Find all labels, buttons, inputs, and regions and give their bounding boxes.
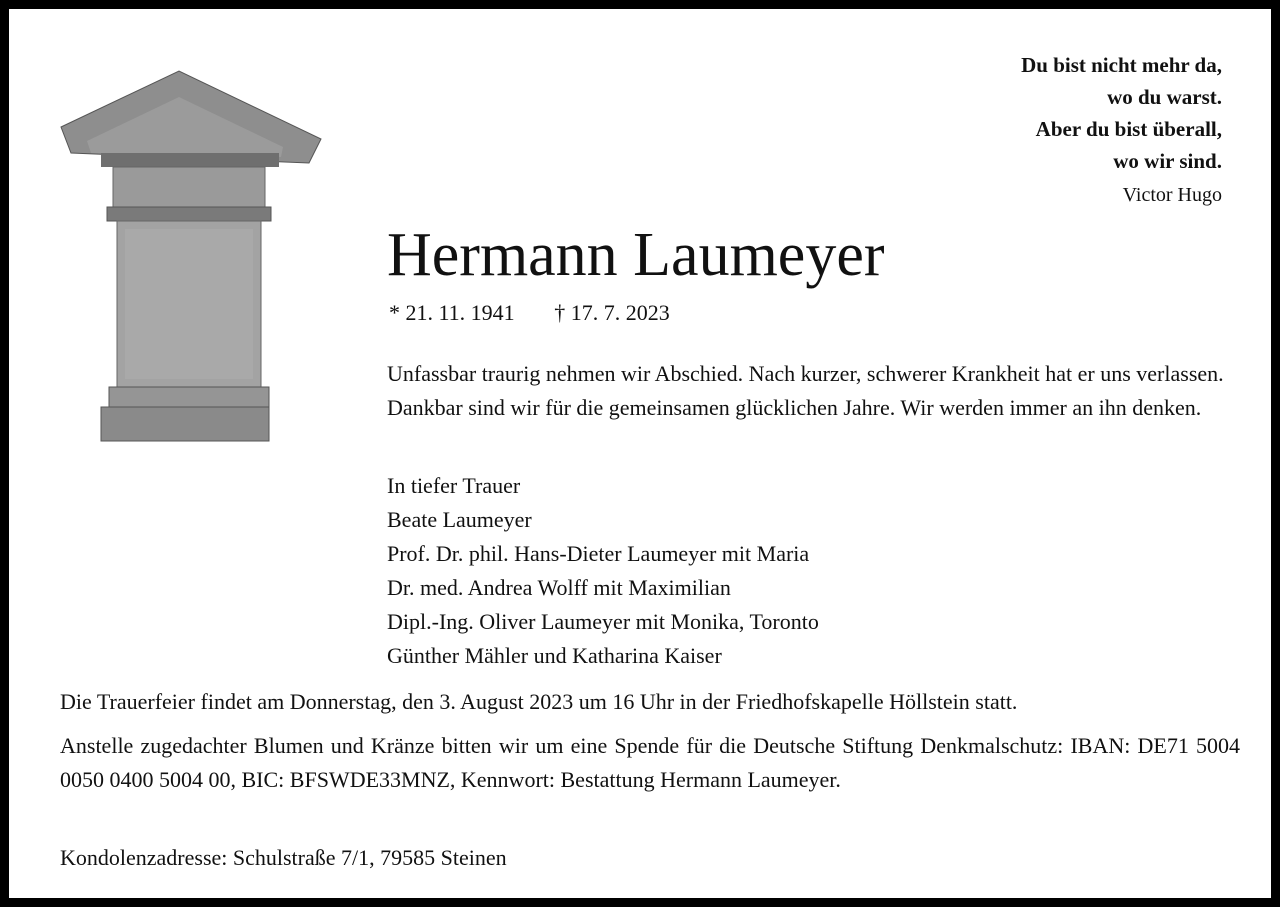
condolence-address: Kondolenzadresse: Schulstraße 7/1, 79585 Steinen xyxy=(60,845,507,870)
gravestone-image xyxy=(51,67,331,449)
death-date: † 17. 7. 2023 xyxy=(554,300,670,325)
farewell-message xyxy=(387,357,1247,425)
mourner-name: Prof. Dr. phil. Hans-Dieter Laumeyer mit Maria xyxy=(387,541,810,566)
mourner-name: Beate Laumeyer xyxy=(387,507,532,532)
quote-line: Aber du bist überall, xyxy=(1035,117,1222,141)
quote-block xyxy=(802,49,1222,209)
mourner-name: Dipl.-Ing. Oliver Laumeyer mit Monika, Toronto xyxy=(387,609,819,634)
message-text: Unfassbar traurig nehmen wir Abschied. Nach kurzer, schwerer Krankheit hat er uns verlassen. Dankbar sind wir für die gemeinsamen glücklichen Jahre. Wir werden immer an ihn denken. xyxy=(387,361,1224,420)
life-dates xyxy=(389,297,670,329)
quote-line: wo du warst. xyxy=(1107,85,1222,109)
mourners-list xyxy=(387,469,819,673)
quote-line: wo wir sind. xyxy=(1113,149,1222,173)
mourner-name: Dr. med. Andrea Wolff mit Maximilian xyxy=(387,575,731,600)
deceased-name: Hermann Laumeyer xyxy=(387,221,885,289)
mourners-intro: In tiefer Trauer xyxy=(387,473,521,498)
ceremony-info: Die Trauerfeier findet am Donnerstag, den 3. August 2023 um 16 Uhr in der Friedhofskapelle Höllstein statt. xyxy=(60,689,1018,714)
quote-line: Du bist nicht mehr da, xyxy=(1021,53,1222,77)
mourner-name: Günther Mähler und Katharina Kaiser xyxy=(387,643,722,668)
quote-author: Victor Hugo xyxy=(1122,184,1222,206)
birth-date: * 21. 11. 1941 xyxy=(389,300,515,325)
donation-info: Anstelle zugedachter Blumen und Kränze bitten wir um eine Spende für die Deutsche Stiftung Denkmalschutz: IBAN: DE71 5004 0050 0400 5004 00, BIC: BFSWDE33MNZ, Kennwort: Bestattung Hermann Laumeyer. xyxy=(60,733,1240,792)
